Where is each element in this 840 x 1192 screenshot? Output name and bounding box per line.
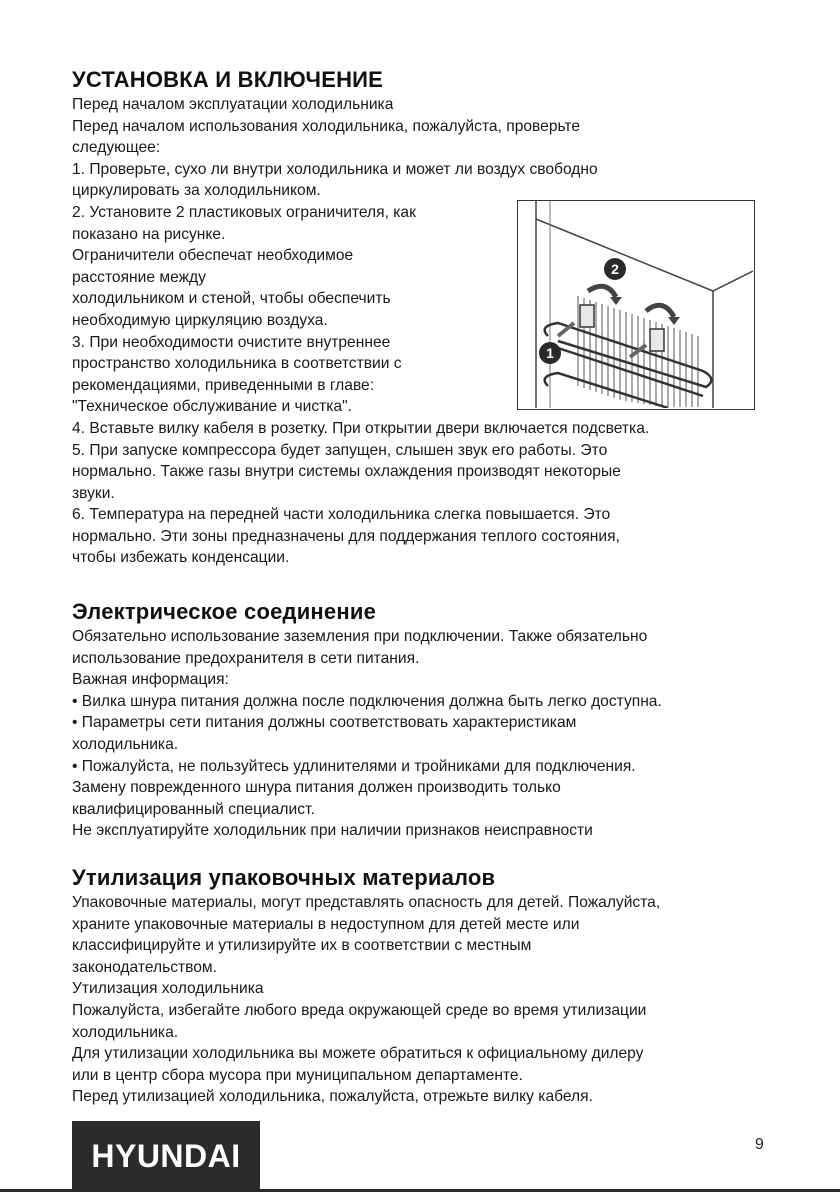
text-line: пространство холодильника в соответствии с <box>72 355 402 373</box>
text-line: Обязательно использование заземления при подключении. Также обязательно <box>72 628 648 645</box>
text-line: Перед началом эксплуатации холодильника <box>72 96 394 113</box>
section-electrical <box>72 598 662 842</box>
brand-logo-text: HYUNDAI <box>91 1138 241 1174</box>
text-line: использование предохранителя в сети питания. <box>72 649 420 667</box>
heading-electrical: Электрическое соединение <box>72 599 377 624</box>
text-line: холодильника. <box>72 735 179 753</box>
text-line: • Пожалуйста, не пользуйтесь удлинителями и тройниками для подключения. <box>72 757 636 775</box>
text-line: Перед началом использования холодильника, пожалуйста, проверьте <box>72 117 581 135</box>
text-line: 2. Установите 2 пластиковых ограничителя, как <box>72 203 416 221</box>
text-line: звуки. <box>72 484 115 502</box>
brand-logo <box>72 1121 260 1192</box>
text-line: Замену поврежденного шнура питания должен производить только <box>72 779 561 797</box>
text-line: 4. Вставьте вилку кабеля в розетку. При открытии двери включается подсветка. <box>72 419 650 437</box>
text-line: нормально. Эти зоны предназначены для поддержания теплого состояния, <box>72 527 620 545</box>
text-line: циркулировать за холодильником. <box>72 182 321 200</box>
text-line: • Вилка шнура питания должна после подключения должна быть легко доступна. <box>72 692 662 710</box>
text-line: Важная информация: <box>72 671 229 689</box>
text-line: Не эксплуатируйте холодильник при наличии признаков неисправности <box>72 822 593 840</box>
text-line: классифицируйте и утилизируйте их в соответствии с местным <box>72 937 532 955</box>
text-line: или в центр сбора мусора при муниципальном департаменте. <box>72 1066 523 1084</box>
heading-disposal: Утилизация упаковочных материалов <box>72 865 496 890</box>
text-line: 5. При запуске компрессора будет запущен, слышен звук его работы. Это <box>72 441 608 459</box>
text-line: расстояние между <box>72 268 206 286</box>
text-line: Перед утилизацией холодильника, пожалуйста, отрежьте вилку кабеля. <box>72 1088 593 1106</box>
fridge-spacer-illustration <box>518 201 753 408</box>
marker-1-label: 1 <box>546 345 554 361</box>
text-line: квалифицированный специалист. <box>72 800 315 818</box>
text-line: храните упаковочные материалы в недоступном для детей месте или <box>72 915 580 933</box>
text-line: Утилизация холодильника <box>72 980 264 998</box>
text-line: холодильником и стеной, чтобы обеспечить <box>72 290 391 308</box>
text-line: • Параметры сети питания должны соответствовать характеристикам <box>72 714 577 732</box>
text-line: показано на рисунке. <box>72 225 226 243</box>
text-line: законодательством. <box>72 958 217 976</box>
text-line: Упаковочные материалы, могут представлять опасность для детей. Пожалуйста, <box>72 894 661 911</box>
marker-2-label: 2 <box>611 261 619 277</box>
text-line: 6. Температура на передней части холодильника слегка повышается. Это <box>72 506 611 524</box>
disposal-text <box>72 892 660 1108</box>
text-line: 3. При необходимости очистите внутреннее <box>72 333 391 351</box>
text-line: необходимую циркуляцию воздуха. <box>72 311 328 329</box>
text-line: рекомендациями, приведенными в главе: <box>72 376 375 394</box>
heading-installation: УСТАНОВКА И ВКЛЮЧЕНИЕ <box>72 67 384 92</box>
section-disposal <box>72 864 660 1108</box>
page-number: 9 <box>755 1136 764 1153</box>
text-line: чтобы избежать конденсации. <box>72 549 290 567</box>
text-line: следующее: <box>72 139 161 157</box>
text-line: Ограничители обеспечат необходимое <box>72 247 354 265</box>
text-line: Для утилизации холодильника вы можете обратиться к официальному дилеру <box>72 1045 644 1063</box>
text-line: нормально. Также газы внутри системы охлаждения производят некоторые <box>72 463 621 481</box>
text-line: Пожалуйста, избегайте любого вреда окружающей среде во время утилизации <box>72 1001 647 1019</box>
installation-figure <box>517 200 755 410</box>
text-line: 1. Проверьте, сухо ли внутри холодильника и может ли воздух свободно <box>72 160 598 178</box>
text-line: "Техническое обслуживание и чистка". <box>72 398 352 416</box>
text-line: холодильника. <box>72 1023 179 1041</box>
electrical-text <box>72 626 662 842</box>
